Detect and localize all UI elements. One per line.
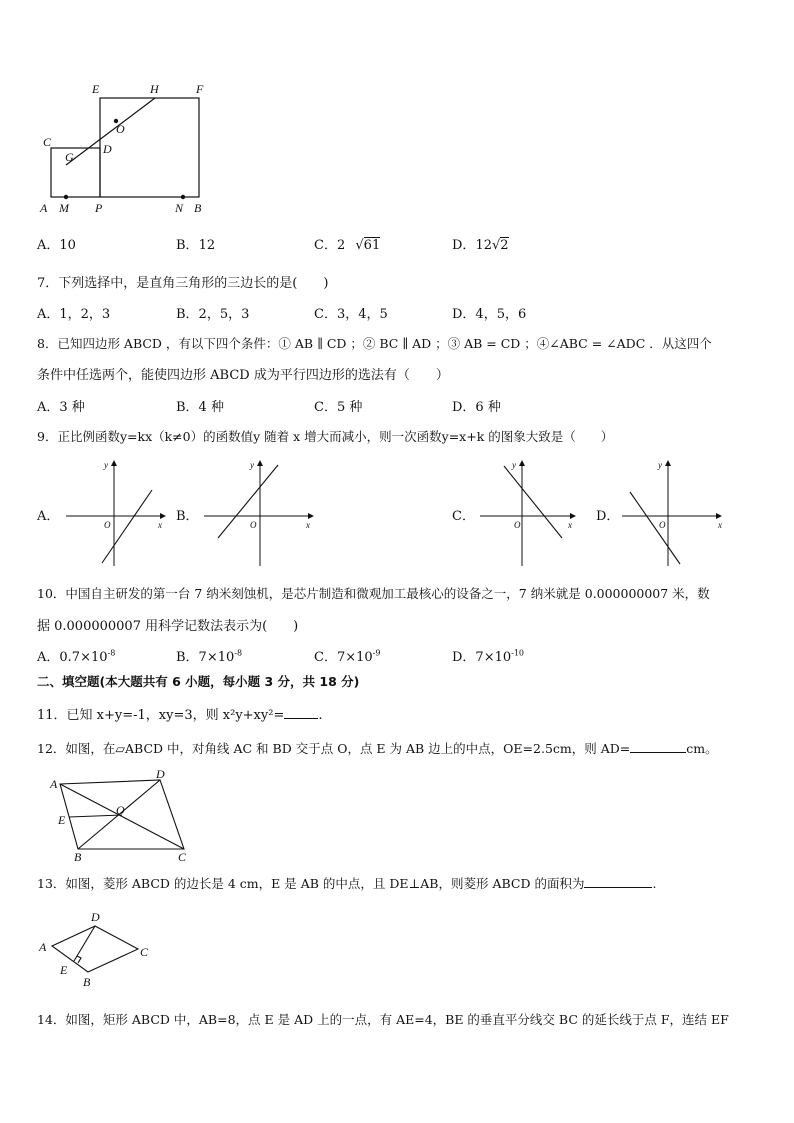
q10-option-d: D．$7\times 10^{-10}$	[452, 648, 525, 665]
sqrt-sign: √	[491, 238, 501, 253]
label-E: E	[60, 963, 68, 977]
axis-x-label: x	[568, 520, 572, 530]
q6-option-c: C．2 √61	[314, 238, 381, 253]
label-C: C	[140, 945, 149, 959]
label-G: G	[65, 150, 74, 164]
q6-figure	[30, 80, 260, 220]
q9-option-c-letter: C．	[452, 509, 475, 524]
q8-option-a: A．3 种	[37, 400, 85, 415]
q6-option-d: D．12√2	[452, 238, 509, 253]
q12-stem: 12．如图，在▱ABCD 中，对角线 AC 和 BD 交于点 O，点 E 为 AB 边上的中点，OE=2.5cm，则 AD= cm。	[37, 741, 718, 756]
q6-option-b: B．12	[176, 238, 216, 253]
label-M: M	[59, 201, 69, 215]
q7-option-b: B．2，5，3	[176, 307, 250, 322]
label-B: B	[83, 975, 91, 989]
q9-stem: 9．正比例函数y=kx（k≠0）的函数值y 随着 x 增大而减小，则一次函数y=x+k 的图象大致是（ ）	[37, 429, 614, 444]
q11-answer-blank[interactable]	[284, 718, 318, 719]
q12-figure	[40, 768, 200, 863]
label-D: D	[91, 910, 100, 924]
axis-y-label: y	[250, 460, 254, 470]
label-D: D	[103, 142, 112, 156]
label-N: N	[175, 201, 184, 215]
q9-option-b-letter: B．	[176, 509, 199, 524]
label-P: P	[95, 201, 103, 215]
q8-option-b: B．4 种	[176, 400, 224, 415]
label-D: D	[156, 767, 165, 781]
label-A: A	[39, 940, 47, 954]
q9-graph-a	[62, 460, 172, 570]
q14-stem: 14．如图，矩形 ABCD 中，AB=8，点 E 是 AD 上的一点，有 AE=4，BE 的垂直平分线交 BC 的延长线于点 F，连结 EF	[37, 1012, 729, 1027]
label-B: B	[194, 201, 202, 215]
origin-label: O	[514, 520, 521, 530]
q9-graph-c	[476, 460, 586, 570]
axis-x-label: x	[718, 520, 722, 530]
axis-x-label: x	[306, 520, 310, 530]
axis-y-label: y	[104, 460, 108, 470]
origin-label: O	[104, 520, 111, 530]
axis-y-label: y	[658, 460, 662, 470]
q9-graph-d	[618, 460, 728, 570]
q9-graph-b	[200, 460, 320, 570]
q10-stem-line1: 10．中国自主研发的第一台 7 纳米刻蚀机，是芯片制造和微观加工最核心的设备之一，7 纳米就是 0.000000007 米，数	[37, 586, 710, 601]
q7-stem: 7．下列选择中，是直角三角形的三边长的是( )	[37, 276, 329, 291]
q7-option-d: D．4，5，6	[452, 307, 527, 322]
q10-option-c: C．$7\times 10^{-9}$	[314, 648, 381, 665]
label-F: F	[196, 82, 204, 96]
q10-option-a: A．$0.7\times 10^{-8}$	[37, 648, 116, 665]
q13-answer-blank[interactable]	[584, 887, 652, 888]
q8-stem-line2: 条件中任选两个，能使四边形 ABCD 成为平行四边形的选法有（ ）	[37, 368, 449, 383]
label-C: C	[43, 135, 52, 149]
origin-label: O	[659, 520, 666, 530]
label-E: E	[58, 813, 66, 827]
q8-stem-line1: 8．已知四边形 ABCD ，有以下四个条件：① AB ∥ CD ；② BC ∥ AD ；③ AB = CD ；④∠ABC = ∠ADC ．从这四个	[37, 336, 712, 351]
q10-stem-line2: 据 0.000000007 用科学记数法表示为( )	[37, 619, 299, 634]
origin-label: O	[250, 520, 257, 530]
q12-answer-blank[interactable]	[630, 752, 686, 753]
label-O: O	[116, 803, 125, 817]
label-B: B	[74, 850, 82, 864]
q13-stem: 13．如图，菱形 ABCD 的边长是 4 cm，E 是 AB 的中点，且 DE⊥AB，则菱形 ABCD 的面积为 .	[37, 876, 657, 891]
q11-stem: 11．已知 x+y=-1，xy=3，则 x²y+xy²= .	[37, 708, 323, 723]
q9-option-d-letter: D．	[596, 509, 620, 524]
q7-option-c: C．3，4，5	[314, 307, 388, 322]
axis-x-label: x	[158, 520, 162, 530]
label-A: A	[50, 777, 58, 791]
q8-option-c: C．5 种	[314, 400, 363, 415]
label-A: A	[40, 201, 48, 215]
label-H: H	[150, 82, 159, 96]
q13-figure	[36, 906, 166, 991]
q6-option-a: A．10	[37, 238, 76, 253]
sqrt-sign: √	[355, 238, 364, 253]
q8-option-d: D．6 种	[452, 400, 501, 415]
section-2-title: 二、填空题(本大题共有 6 小题，每小题 3 分，共 18 分)	[37, 674, 360, 689]
label-O: O	[116, 122, 125, 136]
axis-y-label: y	[512, 460, 516, 470]
label-E: E	[92, 82, 100, 96]
q7-option-a: A．1，2，3	[37, 307, 111, 322]
q10-option-b: B．$7\times 10^{-8}$	[176, 648, 243, 665]
q9-option-a-letter: A．	[37, 509, 60, 524]
label-C: C	[178, 850, 187, 864]
